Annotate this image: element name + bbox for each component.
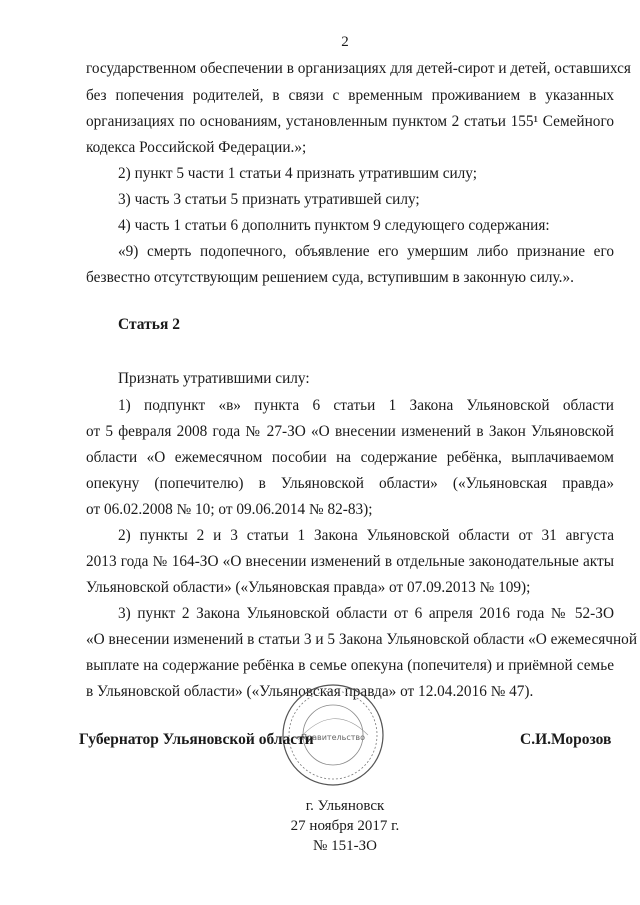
text-line: области «О ежемесячном пособии на содержание ребёнка, выплачиваемом [86,449,614,466]
text-line: в Ульяновской области» («Ульяновская правда» от 12.04.2016 № 47). [86,683,534,700]
list-item: 3) часть 3 статьи 5 признать утратившей силу; [118,191,420,208]
footer-number: № 151-ЗО [313,838,377,854]
text-line: 1) подпункт «в» пункта 6 статьи 1 Закона Ульяновской области [118,397,614,414]
text-line: Ульяновской области» («Ульяновская правда» от 07.09.2013 № 109); [86,579,531,596]
quote-line: «9) смерть подопечного, объявление его умершим либо признание его [118,243,614,260]
article-intro: Признать утратившими силу: [118,370,310,387]
text-line: государственном обеспечении в организациях для детей-сирот и детей, оставшихся [86,60,631,77]
text-line: кодекса Российской Федерации.»; [86,139,307,156]
text-line: организациях по основаниям, установленным пунктом 2 статьи 155¹ Семейного [86,113,614,130]
text-line: 3) пункт 2 Закона Ульяновской области от 6 апреля 2016 года № 52-ЗО [118,605,614,622]
text-line: опекуну (попечителю) в Ульяновской области» («Ульяновская правда» [86,475,614,492]
signature-name: С.И.Морозов [520,731,612,748]
page-number: 2 [341,34,349,50]
signature-title: Губернатор Ульяновской области [79,731,314,748]
text-line: выплате на содержание ребёнка в семье опекуна (попечителя) и приёмной семье [86,657,614,674]
list-item: 2) пункт 5 части 1 статьи 4 признать утратившим силу; [118,165,477,182]
text-line: от 06.02.2008 № 10; от 09.06.2014 № 82-83); [86,501,373,518]
text-line: от 5 февраля 2008 года № 27-ЗО «О внесении изменений в Закон Ульяновской [86,423,614,440]
list-item: 4) часть 1 статьи 6 дополнить пунктом 9 следующего содержания: [118,217,550,234]
seal-text: Правительство [301,733,365,742]
text-line: 2013 года № 164-ЗО «О внесении изменений в отдельные законодательные акты [86,553,614,570]
text-line: без попечения родителей, в связи с временным проживанием в указанных [86,87,614,104]
text-line: «О внесении изменений в статьи 3 и 5 Закона Ульяновской области «О ежемесячной [86,631,638,648]
text-line: 2) пункты 2 и 3 статьи 1 Закона Ульяновской области от 31 августа [118,527,614,544]
quote-line: безвестно отсутствующим решением суда, вступившим в законную силу.». [86,269,574,286]
footer-city: г. Ульяновск [305,798,385,814]
footer-date: 27 ноября 2017 г. [290,818,400,834]
article-heading: Статья 2 [118,316,180,333]
